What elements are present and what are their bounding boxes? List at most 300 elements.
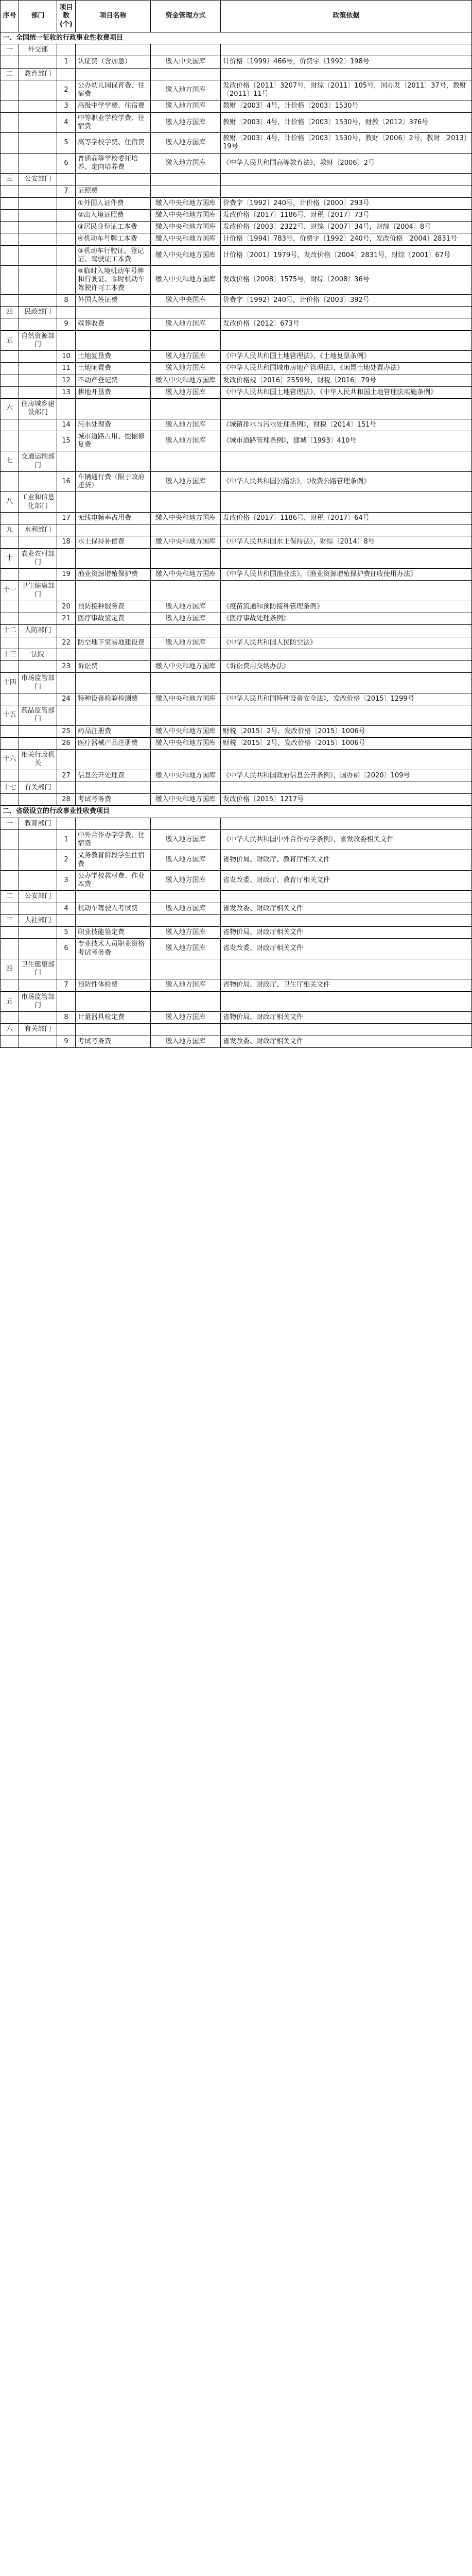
row-fund-management: 缴入地方国库 bbox=[151, 100, 221, 112]
row-policy-basis: 财税〔2015〕2号，发改价格〔2015〕1006号 bbox=[221, 737, 472, 749]
row-serial bbox=[1, 419, 19, 431]
row-item-name: 诉讼费 bbox=[76, 661, 151, 673]
row-fund-management bbox=[151, 1024, 221, 1036]
row-serial: 四 bbox=[1, 959, 19, 979]
row-serial: 二 bbox=[1, 68, 19, 80]
row-serial bbox=[1, 601, 19, 613]
row-policy-basis bbox=[221, 914, 472, 926]
row-serial bbox=[1, 737, 19, 749]
row-policy-basis: 财税〔2015〕2号，发改价格〔2015〕1006号 bbox=[221, 725, 472, 737]
row-fund-management: 缴入中央和地方国库 bbox=[151, 375, 221, 386]
row-policy-basis: 发改价格〔2003〕2322号，财综〔2007〕34号，财综〔2004〕8号 bbox=[221, 222, 472, 233]
row-item-number bbox=[57, 399, 76, 419]
table-row bbox=[1, 770, 472, 782]
row-department bbox=[19, 569, 57, 581]
row-item-name: 义务教育阶段学生住宿费 bbox=[76, 850, 151, 871]
table-row bbox=[1, 386, 472, 398]
row-fund-management: 缴入地方国库 bbox=[151, 927, 221, 939]
row-serial bbox=[1, 939, 19, 959]
row-serial bbox=[1, 637, 19, 649]
row-item-number bbox=[57, 914, 76, 926]
row-item-number: 13 bbox=[57, 386, 76, 398]
row-policy-basis bbox=[221, 991, 472, 1012]
table-row bbox=[1, 649, 472, 660]
row-department: 农业农村部门 bbox=[19, 548, 57, 569]
row-item-name bbox=[76, 959, 151, 979]
row-policy-basis: 价费字〔1992〕240号，计价格〔2000〕293号 bbox=[221, 197, 472, 209]
row-serial bbox=[1, 245, 19, 266]
section-title: 二、省级设立的行政事业性收费项目 bbox=[1, 806, 472, 818]
row-serial bbox=[1, 794, 19, 806]
row-department bbox=[19, 363, 57, 375]
row-department: 民政部门 bbox=[19, 307, 57, 318]
row-serial: 八 bbox=[1, 492, 19, 513]
row-item-name bbox=[76, 330, 151, 351]
row-fund-management bbox=[151, 524, 221, 536]
row-policy-basis bbox=[221, 649, 472, 660]
row-department bbox=[19, 56, 57, 68]
table-row bbox=[1, 233, 472, 245]
row-department bbox=[19, 294, 57, 306]
row-item-number bbox=[57, 1024, 76, 1036]
row-serial bbox=[1, 112, 19, 133]
row-fund-management: 缴入中央和地方国库 bbox=[151, 197, 221, 209]
row-policy-basis: 发改价格〔2017〕1186号，财税〔2017〕73号 bbox=[221, 209, 472, 221]
row-item-name: 信息公开处理费 bbox=[76, 770, 151, 782]
row-department: 市场监管部门 bbox=[19, 673, 57, 693]
row-item-number: 12 bbox=[57, 375, 76, 386]
table-row bbox=[1, 185, 472, 197]
row-department bbox=[19, 770, 57, 782]
row-item-number bbox=[57, 266, 76, 295]
row-serial: 十七 bbox=[1, 782, 19, 793]
table-row bbox=[1, 222, 472, 233]
row-policy-basis bbox=[221, 782, 472, 793]
row-department bbox=[19, 266, 57, 295]
row-fund-management bbox=[151, 818, 221, 829]
row-item-name bbox=[76, 581, 151, 601]
row-fund-management: 缴入地方国库 bbox=[151, 870, 221, 891]
table-row bbox=[1, 80, 472, 100]
row-item-number: 24 bbox=[57, 693, 76, 705]
table-row bbox=[1, 68, 472, 80]
row-policy-basis bbox=[221, 399, 472, 419]
table-body bbox=[1, 32, 472, 1047]
row-fund-management: 缴入中央国库 bbox=[151, 294, 221, 306]
table-row bbox=[1, 1036, 472, 1047]
row-item-number: 2 bbox=[57, 80, 76, 100]
row-fund-management: 缴入地方国库 bbox=[151, 829, 221, 850]
row-item-number: 1 bbox=[57, 56, 76, 68]
header-department: 部门 bbox=[19, 1, 57, 32]
row-fund-management bbox=[151, 782, 221, 793]
table-row bbox=[1, 903, 472, 914]
row-department: 卫生健康部门 bbox=[19, 959, 57, 979]
row-fund-management: 缴入中央和地方国库 bbox=[151, 512, 221, 524]
row-fund-management bbox=[151, 705, 221, 726]
row-item-name bbox=[76, 399, 151, 419]
row-item-name: 普通高等学校委托培养、定向培养费 bbox=[76, 153, 151, 174]
row-item-name: 土地闲置费 bbox=[76, 363, 151, 375]
row-fund-management bbox=[151, 673, 221, 693]
row-department bbox=[19, 419, 57, 431]
row-policy-basis: 《中华人民共和国土地管理法》，《土地复垦条例》 bbox=[221, 351, 472, 363]
row-fund-management: 缴入地方国库 bbox=[151, 80, 221, 100]
row-fund-management: 缴入地方国库 bbox=[151, 1036, 221, 1047]
row-department: 有关部门 bbox=[19, 782, 57, 793]
row-item-name: 耕地开垦费 bbox=[76, 386, 151, 398]
row-item-name bbox=[76, 44, 151, 56]
row-fund-management: 缴入中央和地方国库 bbox=[151, 737, 221, 749]
row-item-number bbox=[57, 782, 76, 793]
row-item-name: 药品注册费 bbox=[76, 725, 151, 737]
row-serial bbox=[1, 1012, 19, 1024]
table-row bbox=[1, 959, 472, 979]
table-row bbox=[1, 850, 472, 871]
row-policy-basis: 《中华人民共和国人民防空法》 bbox=[221, 637, 472, 649]
row-policy-basis bbox=[221, 705, 472, 726]
row-item-number bbox=[57, 174, 76, 185]
row-department bbox=[19, 100, 57, 112]
row-fund-management: 缴入中央和地方国库 bbox=[151, 209, 221, 221]
row-serial bbox=[1, 471, 19, 492]
table-row bbox=[1, 351, 472, 363]
row-policy-basis bbox=[221, 673, 472, 693]
row-policy-basis bbox=[221, 524, 472, 536]
row-policy-basis bbox=[221, 307, 472, 318]
row-department bbox=[19, 318, 57, 330]
table-row bbox=[1, 197, 472, 209]
row-item-name: 污水处理费 bbox=[76, 419, 151, 431]
row-policy-basis bbox=[221, 330, 472, 351]
row-item-name: 专业技术人员职业资格考试考务费 bbox=[76, 939, 151, 959]
row-fund-management bbox=[151, 581, 221, 601]
row-item-name: 渔业资源增殖保护费 bbox=[76, 569, 151, 581]
row-department bbox=[19, 939, 57, 959]
table-row bbox=[1, 581, 472, 601]
row-item-name bbox=[76, 705, 151, 726]
row-serial bbox=[1, 100, 19, 112]
row-item-number bbox=[57, 307, 76, 318]
row-item-name bbox=[76, 914, 151, 926]
row-item-number: 28 bbox=[57, 794, 76, 806]
row-policy-basis: 省发改委、财政厅、教育厅相关文件 bbox=[221, 870, 472, 891]
table-row bbox=[1, 613, 472, 625]
row-policy-basis: 《医疗事故处理条例》 bbox=[221, 613, 472, 625]
row-policy-basis: 《中华人民共和国特种设备安全法》，发改价格〔2015〕1299号 bbox=[221, 693, 472, 705]
row-serial bbox=[1, 613, 19, 625]
row-fund-management bbox=[151, 750, 221, 770]
row-fund-management: 缴入地方国库 bbox=[151, 979, 221, 991]
row-item-number: 25 bbox=[57, 725, 76, 737]
row-item-number: 5 bbox=[57, 133, 76, 154]
row-fund-management: 缴入中央国库 bbox=[151, 56, 221, 68]
row-item-name: 公办学校教材费、作业本费 bbox=[76, 870, 151, 891]
row-fund-management bbox=[151, 649, 221, 660]
table-row bbox=[1, 818, 472, 829]
row-item-number bbox=[57, 44, 76, 56]
row-department: 人防部门 bbox=[19, 625, 57, 637]
table-row bbox=[1, 44, 472, 56]
row-fund-management: 缴入中央和地方国库 bbox=[151, 725, 221, 737]
row-serial: 六 bbox=[1, 1024, 19, 1036]
row-serial bbox=[1, 222, 19, 233]
table-row bbox=[1, 548, 472, 569]
row-serial bbox=[1, 318, 19, 330]
row-department: 交通运输部门 bbox=[19, 451, 57, 472]
row-policy-basis: 《中华人民共和国公路法》，《收费公路管理条例》 bbox=[221, 471, 472, 492]
row-policy-basis bbox=[221, 548, 472, 569]
row-item-name bbox=[76, 307, 151, 318]
row-department bbox=[19, 351, 57, 363]
row-policy-basis bbox=[221, 959, 472, 979]
row-item-name bbox=[76, 451, 151, 472]
row-department bbox=[19, 613, 57, 625]
table-row bbox=[1, 245, 472, 266]
table-row bbox=[1, 829, 472, 850]
row-item-number: 7 bbox=[57, 979, 76, 991]
row-item-number: 6 bbox=[57, 153, 76, 174]
row-serial bbox=[1, 153, 19, 174]
row-item-number: 19 bbox=[57, 569, 76, 581]
row-policy-basis: 教财〔2003〕4号，计价格〔2003〕1530号 bbox=[221, 100, 472, 112]
row-fund-management bbox=[151, 185, 221, 197]
row-serial bbox=[1, 431, 19, 451]
row-item-number bbox=[57, 209, 76, 221]
row-policy-basis: 省物价局、财政厅相关文件 bbox=[221, 927, 472, 939]
row-item-number: 23 bbox=[57, 661, 76, 673]
row-policy-basis: 省发改委、财政厅相关文件 bbox=[221, 939, 472, 959]
row-item-number bbox=[57, 524, 76, 536]
row-policy-basis: 发改价格〔2012〕673号 bbox=[221, 318, 472, 330]
table-row bbox=[1, 100, 472, 112]
row-item-name bbox=[76, 625, 151, 637]
table-row bbox=[1, 782, 472, 793]
header-item-name: 项目名称 bbox=[76, 1, 151, 32]
row-department bbox=[19, 80, 57, 100]
row-fund-management: 缴入地方国库 bbox=[151, 471, 221, 492]
row-department bbox=[19, 185, 57, 197]
row-serial: 三 bbox=[1, 914, 19, 926]
row-department bbox=[19, 233, 57, 245]
row-department bbox=[19, 661, 57, 673]
table-row bbox=[1, 307, 472, 318]
row-fund-management: 缴入地方国库 bbox=[151, 351, 221, 363]
row-policy-basis: 《中华人民共和国中外合作办学条例》，省发改委相关文件 bbox=[221, 829, 472, 850]
table-row bbox=[1, 133, 472, 154]
row-item-name: 医疗事故鉴定费 bbox=[76, 613, 151, 625]
row-item-name: 无线电频率占用费 bbox=[76, 512, 151, 524]
row-item-name: 职业技能鉴定费 bbox=[76, 927, 151, 939]
table-row bbox=[1, 56, 472, 68]
row-item-name: 殡葬收费 bbox=[76, 318, 151, 330]
row-policy-basis: 计价格〔1994〕783号，价费字〔1992〕240号，发改价格〔2004〕2831号 bbox=[221, 233, 472, 245]
row-serial: 四 bbox=[1, 307, 19, 318]
row-policy-basis: 《中华人民共和国水土保持法》，财综〔2014〕8号 bbox=[221, 536, 472, 548]
row-department bbox=[19, 431, 57, 451]
row-serial: 六 bbox=[1, 399, 19, 419]
row-policy-basis: 发改价格规〔2016〕2559号，财税〔2016〕79号 bbox=[221, 375, 472, 386]
row-item-name: 预防接种服务费 bbox=[76, 601, 151, 613]
table-row bbox=[1, 375, 472, 386]
row-policy-basis bbox=[221, 174, 472, 185]
row-item-number: 21 bbox=[57, 613, 76, 625]
row-fund-management bbox=[151, 991, 221, 1012]
row-item-number: 26 bbox=[57, 737, 76, 749]
row-policy-basis bbox=[221, 451, 472, 472]
row-policy-basis: 发改价格〔2008〕1575号，财综〔2008〕36号 bbox=[221, 266, 472, 295]
row-fund-management: 缴入地方国库 bbox=[151, 318, 221, 330]
row-item-number bbox=[57, 959, 76, 979]
row-fund-management bbox=[151, 959, 221, 979]
row-policy-basis bbox=[221, 625, 472, 637]
row-department bbox=[19, 979, 57, 991]
table-row bbox=[1, 705, 472, 726]
row-item-name: ⑤机动车行驶证、登记证、驾驶证工本费 bbox=[76, 245, 151, 266]
row-department bbox=[19, 1036, 57, 1047]
row-item-number: 2 bbox=[57, 850, 76, 871]
row-department bbox=[19, 737, 57, 749]
table-row bbox=[1, 991, 472, 1012]
row-item-number bbox=[57, 197, 76, 209]
row-fund-management: 缴入地方国库 bbox=[151, 613, 221, 625]
row-fund-management: 缴入地方国库 bbox=[151, 112, 221, 133]
row-item-number: 8 bbox=[57, 1012, 76, 1024]
row-item-number: 14 bbox=[57, 419, 76, 431]
row-item-number: 7 bbox=[57, 185, 76, 197]
row-serial: 十五 bbox=[1, 705, 19, 726]
table-row bbox=[1, 318, 472, 330]
row-department: 相关行政机关 bbox=[19, 750, 57, 770]
row-policy-basis bbox=[221, 750, 472, 770]
row-department: 工业和信息化部门 bbox=[19, 492, 57, 513]
row-item-name: 城市道路占用、挖掘修复费 bbox=[76, 431, 151, 451]
row-department bbox=[19, 375, 57, 386]
table-row bbox=[1, 431, 472, 451]
row-fund-management bbox=[151, 399, 221, 419]
row-serial: 十一 bbox=[1, 581, 19, 601]
row-department: 市场监管部门 bbox=[19, 991, 57, 1012]
row-policy-basis: 《疫苗流通和预防接种管理条例》 bbox=[221, 601, 472, 613]
row-item-number bbox=[57, 451, 76, 472]
row-serial bbox=[1, 185, 19, 197]
row-policy-basis bbox=[221, 68, 472, 80]
row-policy-basis: 省物价局、财政厅相关文件 bbox=[221, 1012, 472, 1024]
row-fund-management bbox=[151, 68, 221, 80]
row-item-name bbox=[76, 548, 151, 569]
row-item-number bbox=[57, 68, 76, 80]
row-item-number: 16 bbox=[57, 471, 76, 492]
row-department: 卫生健康部门 bbox=[19, 581, 57, 601]
row-fund-management bbox=[151, 330, 221, 351]
row-fund-management: 缴入中央和地方国库 bbox=[151, 693, 221, 705]
row-item-number bbox=[57, 548, 76, 569]
row-policy-basis: 发改价格〔2015〕1217号 bbox=[221, 794, 472, 806]
row-policy-basis: 省发改委、财政厅相关文件 bbox=[221, 903, 472, 914]
row-item-name bbox=[76, 174, 151, 185]
table-row bbox=[1, 661, 472, 673]
row-department: 公安部门 bbox=[19, 891, 57, 903]
table-row bbox=[1, 451, 472, 472]
row-policy-basis: 《中华人民共和国高等教育法》，教财〔2006〕2号 bbox=[221, 153, 472, 174]
row-serial bbox=[1, 375, 19, 386]
row-department: 自然资源部门 bbox=[19, 330, 57, 351]
row-policy-basis: 计价格〔1999〕466号，价费字〔1992〕198号 bbox=[221, 56, 472, 68]
row-item-number bbox=[57, 581, 76, 601]
row-serial bbox=[1, 693, 19, 705]
row-fund-management bbox=[151, 307, 221, 318]
row-item-name bbox=[76, 818, 151, 829]
row-department: 药品监管部门 bbox=[19, 705, 57, 726]
row-department: 教育部门 bbox=[19, 818, 57, 829]
table-row bbox=[1, 891, 472, 903]
table-row bbox=[1, 419, 472, 431]
row-serial bbox=[1, 512, 19, 524]
row-item-name: ⑥临时入境机动车号牌和行驶证、临时机动车驾驶许可工本费 bbox=[76, 266, 151, 295]
row-policy-basis: 发改价格〔2011〕3207号，财综〔2011〕105号，国办发〔2011〕37号，教财〔2011〕11号 bbox=[221, 80, 472, 100]
table-row bbox=[1, 471, 472, 492]
row-policy-basis: 计价格〔2001〕1979号，发改价格〔2004〕2831号，财综〔2001〕67号 bbox=[221, 245, 472, 266]
row-serial bbox=[1, 850, 19, 871]
table-row bbox=[1, 112, 472, 133]
row-department bbox=[19, 222, 57, 233]
row-item-name: 高级中学学费、住宿费 bbox=[76, 100, 151, 112]
row-department bbox=[19, 850, 57, 871]
table-row bbox=[1, 512, 472, 524]
row-item-name: 中等职业学校学费、住宿费 bbox=[76, 112, 151, 133]
table-row bbox=[1, 174, 472, 185]
row-policy-basis: 省发改委、财政厅相关文件 bbox=[221, 1036, 472, 1047]
row-serial: 三 bbox=[1, 174, 19, 185]
row-department bbox=[19, 693, 57, 705]
row-fund-management: 缴入地方国库 bbox=[151, 637, 221, 649]
table-row bbox=[1, 492, 472, 513]
row-department bbox=[19, 245, 57, 266]
row-item-number: 22 bbox=[57, 637, 76, 649]
row-item-number bbox=[57, 245, 76, 266]
row-item-number bbox=[57, 705, 76, 726]
row-serial: 九 bbox=[1, 524, 19, 536]
row-department bbox=[19, 471, 57, 492]
row-policy-basis: 《中华人民共和国政府信息公开条例》，国办函〔2020〕109号 bbox=[221, 770, 472, 782]
row-fund-management: 缴入地方国库 bbox=[151, 431, 221, 451]
row-policy-basis: 《中华人民共和国城市房地产管理法》，《闲置土地处置办法》 bbox=[221, 363, 472, 375]
row-fund-management bbox=[151, 914, 221, 926]
row-serial: 十六 bbox=[1, 750, 19, 770]
table-row bbox=[1, 737, 472, 749]
table-row bbox=[1, 750, 472, 770]
row-department bbox=[19, 209, 57, 221]
row-fund-management bbox=[151, 891, 221, 903]
table-row bbox=[1, 625, 472, 637]
row-item-number bbox=[57, 625, 76, 637]
row-department bbox=[19, 197, 57, 209]
row-item-name: 认证费（含加急） bbox=[76, 56, 151, 68]
row-item-name bbox=[76, 991, 151, 1012]
row-serial: 十 bbox=[1, 548, 19, 569]
row-item-name: ③居民身份证工本费 bbox=[76, 222, 151, 233]
row-fund-management: 缴入地方国库 bbox=[151, 419, 221, 431]
row-item-name: 考试考务费 bbox=[76, 794, 151, 806]
row-serial: 一 bbox=[1, 44, 19, 56]
row-serial bbox=[1, 351, 19, 363]
row-item-name bbox=[76, 891, 151, 903]
table-row bbox=[1, 914, 472, 926]
row-item-name bbox=[76, 524, 151, 536]
row-serial: 十三 bbox=[1, 649, 19, 660]
row-fund-management: 缴入地方国库 bbox=[151, 850, 221, 871]
row-serial: 十四 bbox=[1, 673, 19, 693]
